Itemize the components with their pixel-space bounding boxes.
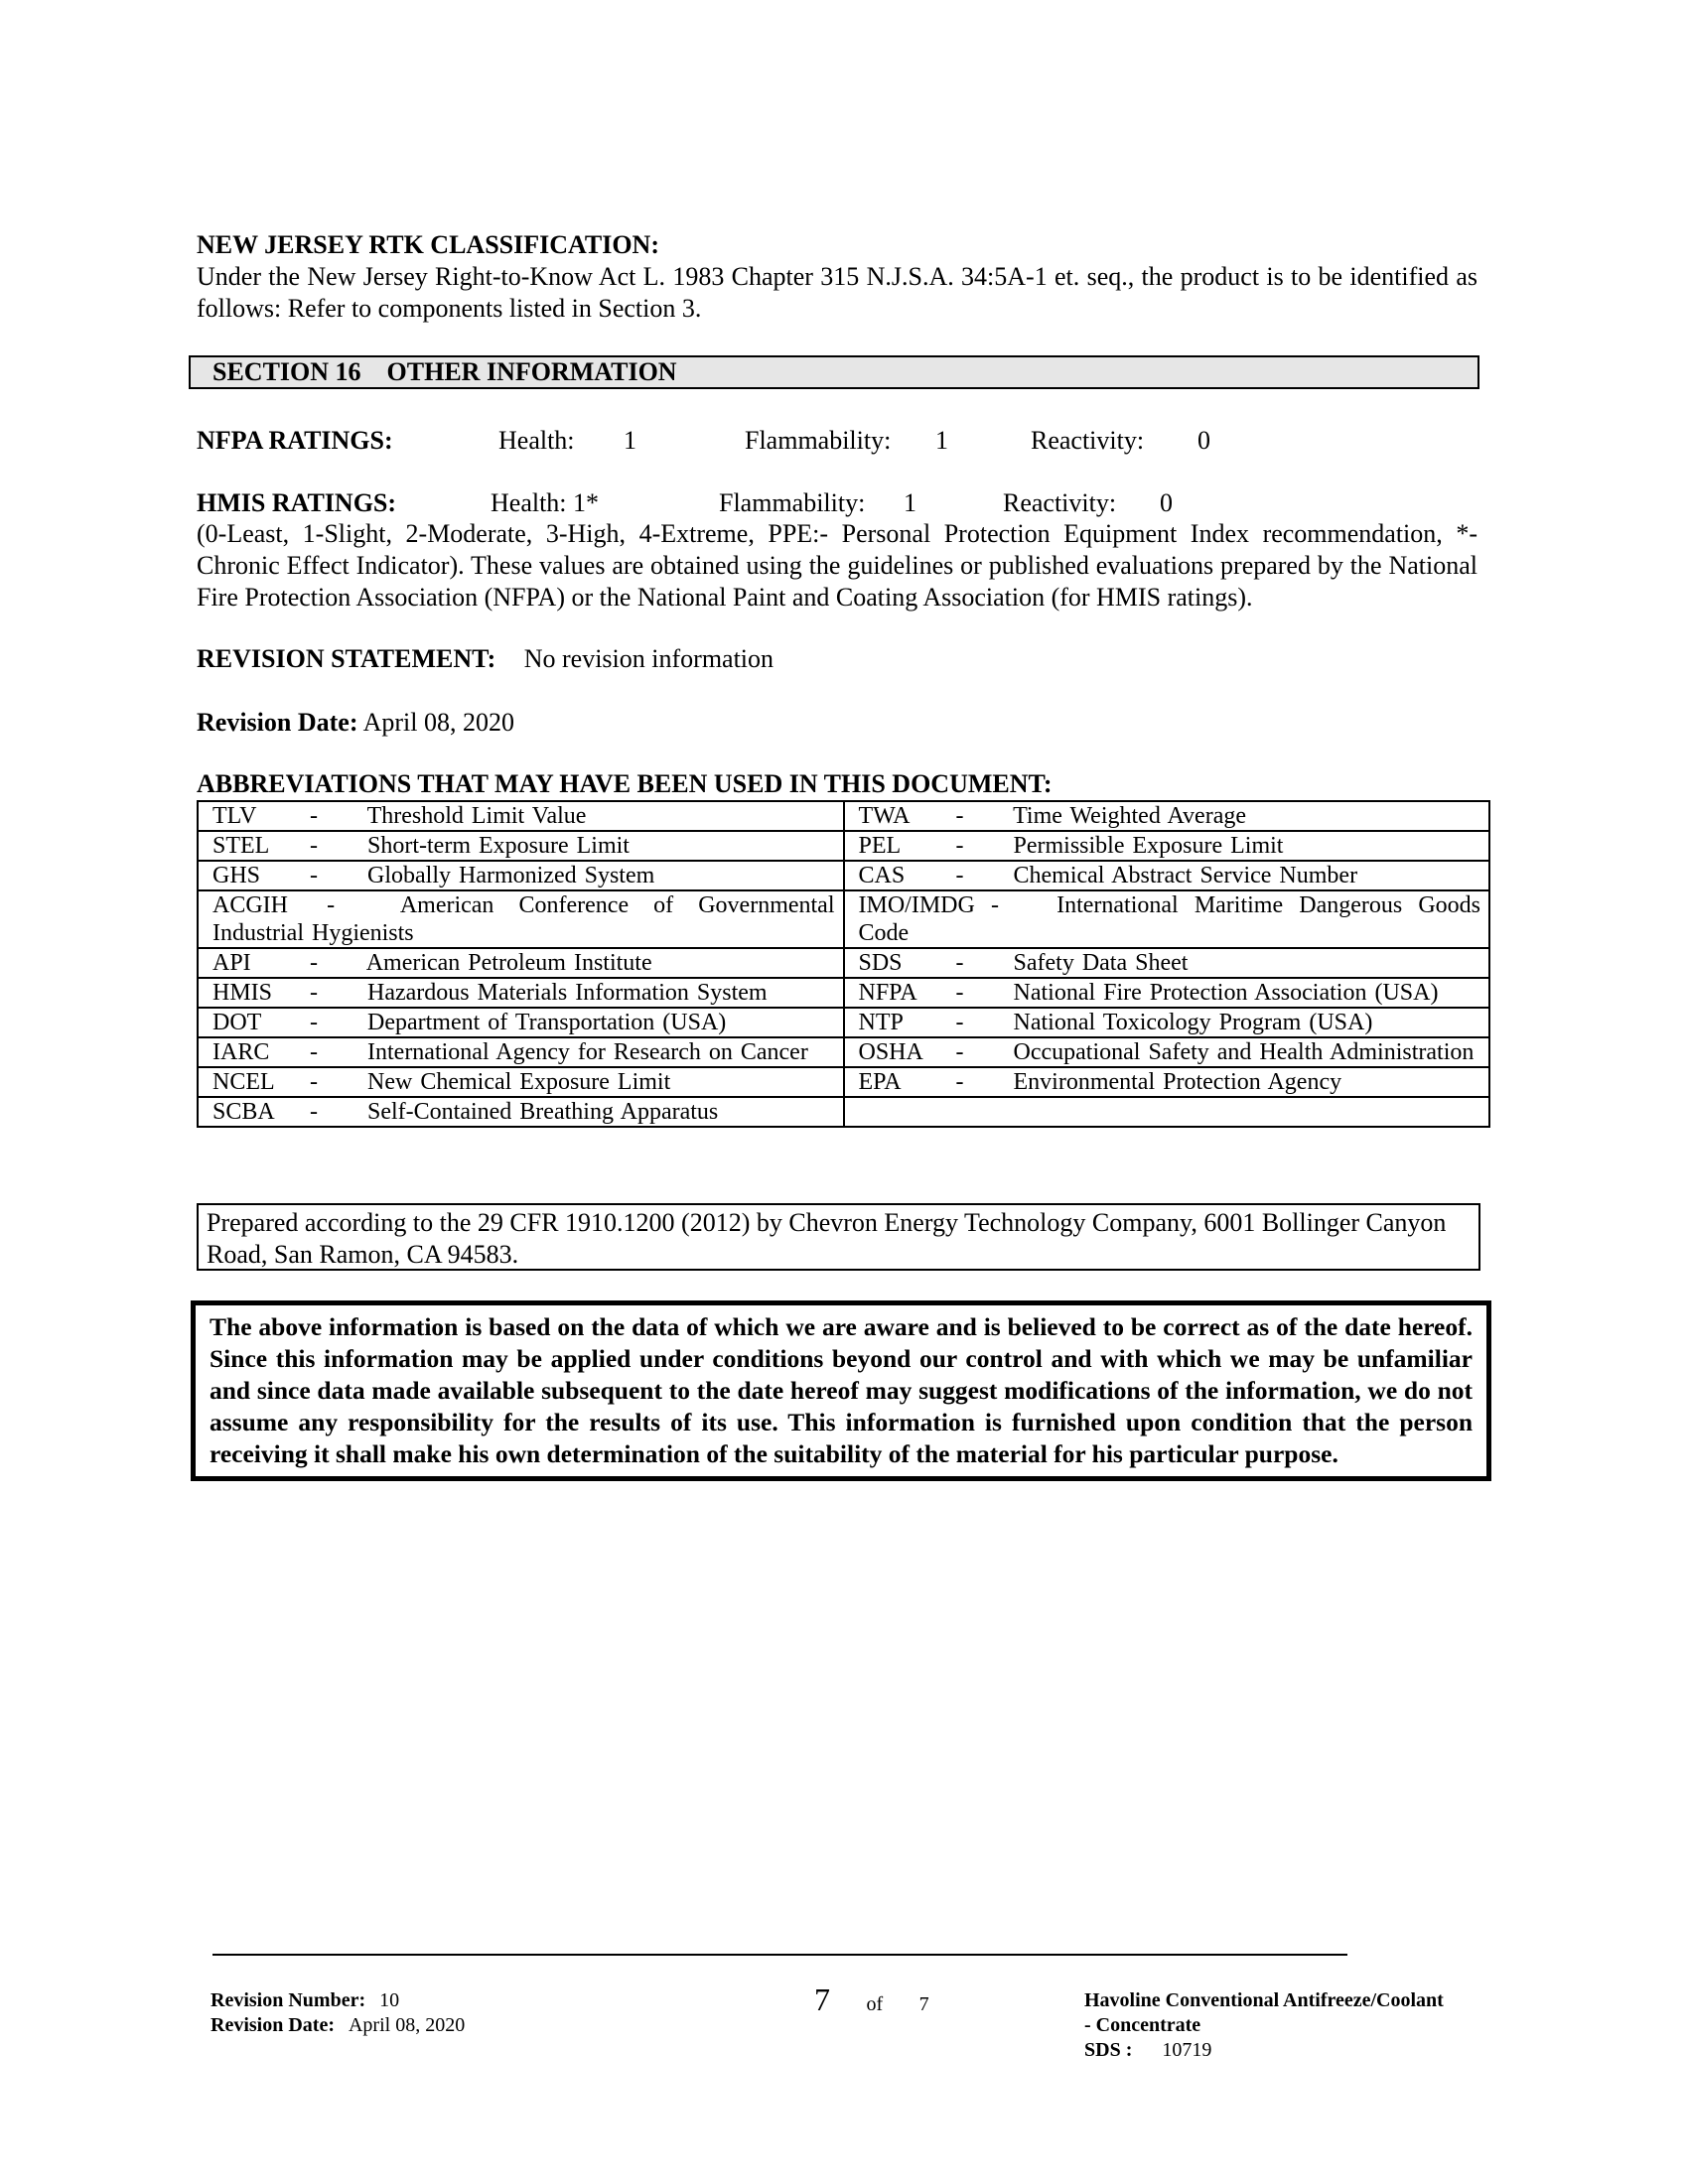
- abbreviation-dash: -: [310, 1099, 318, 1125]
- abbreviation-cell: [844, 861, 1490, 890]
- hmis-reactivity-value: 0: [1160, 488, 1173, 517]
- table-row: [198, 861, 1489, 890]
- abbreviation-cell: [198, 890, 844, 948]
- abbreviation-dash: -: [310, 950, 318, 976]
- table-row: [198, 948, 1489, 978]
- abbreviation-meaning: National Toxicology Program (USA): [1013, 1010, 1373, 1035]
- abbreviation-dash: -: [310, 980, 318, 1006]
- revision-statement: [197, 643, 774, 675]
- abbreviation-dash: -: [955, 950, 964, 976]
- nj-rtk-heading: NEW JERSEY RTK CLASSIFICATION:: [197, 230, 659, 259]
- abbreviation-code: API: [212, 950, 251, 976]
- table-row: [198, 890, 1489, 948]
- abbreviation-code: NTP: [858, 1010, 904, 1035]
- table-row: [198, 1037, 1489, 1067]
- nj-rtk-body: Under the New Jersey Right-to-Know Act L. 1983 Chapter 315 N.J.S.A. 34:5A-1 et. seq., the product is to be identified as follows: Refer to components listed in Section 3.: [197, 262, 1477, 323]
- page-current: 7: [814, 1981, 830, 2017]
- table-row: [198, 1097, 1489, 1127]
- abbreviation-cell: [198, 1037, 844, 1067]
- revision-date-value: April 08, 2020: [362, 708, 514, 737]
- hmis-flammability-label: Flammability:: [719, 488, 866, 517]
- abbreviation-code: CAS: [858, 863, 906, 888]
- footer-product-line2: - Concentrate: [1084, 2014, 1201, 2036]
- footer-revision-date: April 08, 2020: [348, 2014, 466, 2036]
- footer-revision-date-label: Revision Date:: [211, 2014, 335, 2036]
- abbreviation-dash: -: [955, 1039, 964, 1065]
- abbreviation-meaning: International Agency for Research on Cancer: [367, 1039, 808, 1065]
- abbreviation-code: STEL: [212, 833, 270, 859]
- abbreviation-cell: [844, 801, 1490, 831]
- footer-revision-number-label: Revision Number:: [211, 1989, 366, 2011]
- abbreviation-meaning: Short-term Exposure Limit: [367, 833, 630, 859]
- abbreviation-cell: [844, 978, 1490, 1008]
- abbreviation-dash: -: [310, 1010, 318, 1035]
- abbreviation-meaning: Globally Harmonized System: [367, 863, 655, 888]
- revision-statement-label: REVISION STATEMENT:: [197, 644, 496, 673]
- page-of: of: [866, 1993, 884, 2015]
- abbreviation-cell: [198, 831, 844, 861]
- hmis-reactivity-label: Reactivity:: [1003, 488, 1117, 517]
- abbreviation-dash: -: [310, 1069, 318, 1095]
- page-total: 7: [918, 1993, 929, 2015]
- abbreviation-dash: -: [955, 863, 964, 888]
- abbreviation-meaning: American Petroleum Institute: [365, 950, 652, 976]
- nfpa-reactivity-label: Reactivity:: [1031, 426, 1145, 455]
- abbreviation-cell: [198, 978, 844, 1008]
- abbreviation-meaning: Threshold Limit Value: [366, 803, 587, 829]
- abbreviation-cell: [198, 861, 844, 890]
- footer-rule: [212, 1954, 1347, 1956]
- abbreviation-meaning: Hazardous Materials Information System: [367, 980, 768, 1006]
- abbreviation-meaning: Self-Contained Breathing Apparatus: [367, 1099, 719, 1125]
- footer-product-info: [1084, 1988, 1501, 2063]
- abbreviation-code: ACGIH: [212, 892, 288, 918]
- abbreviation-dash: -: [990, 892, 999, 918]
- page-number: [814, 1983, 929, 2020]
- abbreviation-code: IARC: [212, 1039, 270, 1065]
- abbreviation-cell: [198, 948, 844, 978]
- abbreviation-dash: -: [955, 803, 964, 829]
- abbreviation-cell: [198, 1067, 844, 1097]
- abbreviation-meaning: National Fire Protection Association (USA): [1013, 980, 1439, 1006]
- abbreviation-code: SCBA: [212, 1099, 275, 1125]
- abbreviation-code: IMO/IMDG: [858, 892, 975, 918]
- nfpa-health-label: Health:: [498, 426, 575, 455]
- abbreviation-dash: -: [310, 833, 318, 859]
- abbreviation-cell: [844, 1067, 1490, 1097]
- abbreviation-code: OSHA: [858, 1039, 923, 1065]
- table-row: [198, 1067, 1489, 1097]
- abbreviation-dash: -: [955, 1010, 964, 1035]
- abbreviation-meaning: Department of Transportation (USA): [367, 1010, 727, 1035]
- nfpa-flammability-label: Flammability:: [745, 426, 892, 455]
- nfpa-label: NFPA RATINGS:: [197, 426, 393, 455]
- table-row: [198, 978, 1489, 1008]
- abbreviations-table: [197, 800, 1490, 1128]
- abbreviation-dash: -: [310, 1039, 318, 1065]
- prepared-note: Prepared according to the 29 CFR 1910.1200 (2012) by Chevron Energy Technology Company, 6001 Bollinger Canyon Road, San Ramon, CA 94583.: [197, 1203, 1480, 1271]
- abbreviation-cell: [844, 831, 1490, 861]
- section-16-header: SECTION 16 OTHER INFORMATION: [189, 355, 1479, 389]
- footer-sds-label: SDS :: [1084, 2039, 1133, 2061]
- table-row: [198, 801, 1489, 831]
- abbreviation-code: NCEL: [212, 1069, 275, 1095]
- abbreviation-meaning: Permissible Exposure Limit: [1013, 833, 1284, 859]
- abbreviation-code: PEL: [858, 833, 902, 859]
- footer-product-line1: Havoline Conventional Antifreeze/Coolant: [1084, 1989, 1444, 2011]
- abbreviation-cell: [844, 1037, 1490, 1067]
- abbreviation-code: TLV: [212, 803, 257, 829]
- abbreviation-code: NFPA: [858, 980, 917, 1006]
- hmis-note: (0-Least, 1-Slight, 2-Moderate, 3-High, 4-Extreme, PPE:- Personal Protection Equipment Index recommendation, *- Chronic Effect Indicator). These values are obtained using the guidelines or published evaluations prepared by the National Fire Protection Association (NFPA) or the National Paint and Coating Association (for HMIS ratings).: [197, 519, 1477, 612]
- abbreviation-dash: -: [327, 892, 336, 918]
- revision-date: [197, 707, 514, 739]
- abbreviation-meaning: Environmental Protection Agency: [1013, 1069, 1342, 1095]
- abbreviation-meaning: Chemical Abstract Service Number: [1013, 863, 1358, 888]
- abbreviation-code: SDS: [858, 950, 903, 976]
- abbreviations-heading: ABBREVIATIONS THAT MAY HAVE BEEN USED IN THIS DOCUMENT:: [197, 769, 1053, 798]
- hmis-flammability-value: 1: [904, 488, 916, 517]
- nfpa-health-value: 1: [624, 426, 636, 455]
- abbreviation-code: DOT: [212, 1010, 262, 1035]
- abbreviation-meaning: American Conference of Governmental Industrial Hygienists: [212, 892, 835, 946]
- abbreviation-meaning: New Chemical Exposure Limit: [367, 1069, 671, 1095]
- revision-statement-value: No revision information: [523, 644, 774, 673]
- footer-revision-info: [211, 1988, 465, 2038]
- abbreviation-cell: [198, 1097, 844, 1127]
- nfpa-reactivity-value: 0: [1197, 426, 1210, 455]
- abbreviation-meaning: Occupational Safety and Health Administration: [1013, 1039, 1475, 1065]
- abbreviation-code: TWA: [858, 803, 911, 829]
- abbreviation-cell: [198, 801, 844, 831]
- abbreviation-dash: -: [955, 833, 964, 859]
- abbreviation-cell: [844, 948, 1490, 978]
- abbreviation-code: GHS: [212, 863, 261, 888]
- nfpa-flammability-value: 1: [935, 426, 948, 455]
- hmis-label: HMIS RATINGS:: [197, 488, 397, 517]
- nfpa-ratings-row: [197, 425, 1487, 457]
- hmis-health: Health: 1*: [491, 488, 600, 517]
- abbreviation-meaning: Time Weighted Average: [1013, 803, 1246, 829]
- abbreviation-dash: -: [310, 863, 318, 888]
- abbreviation-cell: [844, 890, 1490, 948]
- footer-sds-number: 10719: [1162, 2039, 1212, 2061]
- abbreviation-dash: -: [955, 980, 964, 1006]
- abbreviation-code: HMIS: [212, 980, 273, 1006]
- hmis-ratings-row: [197, 487, 1487, 519]
- table-row: [198, 831, 1489, 861]
- revision-date-label: Revision Date:: [197, 708, 358, 737]
- abbreviation-meaning: Safety Data Sheet: [1013, 950, 1189, 976]
- footer-revision-number: 10: [379, 1989, 400, 2011]
- abbreviation-cell: [844, 1097, 1490, 1127]
- abbreviation-cell: [844, 1008, 1490, 1037]
- abbreviation-dash: -: [310, 803, 318, 829]
- abbreviation-cell: [198, 1008, 844, 1037]
- abbreviation-code: EPA: [858, 1069, 902, 1095]
- table-row: [198, 1008, 1489, 1037]
- disclaimer-box: The above information is based on the data of which we are aware and is believed to be correct as of the date hereof. Since this information may be applied under conditions beyond our control and with which we may be unfamiliar and since data made available subsequent to the date hereof may suggest modifications of the information, we do not assume any responsibility for the results of its use. This information is furnished upon condition that the person receiving it shall make his own determination of the suitability of the material for his particular purpose.: [191, 1300, 1491, 1481]
- abbreviation-meaning: International Maritime Dangerous Goods Code: [858, 892, 1481, 946]
- abbreviation-dash: -: [955, 1069, 964, 1095]
